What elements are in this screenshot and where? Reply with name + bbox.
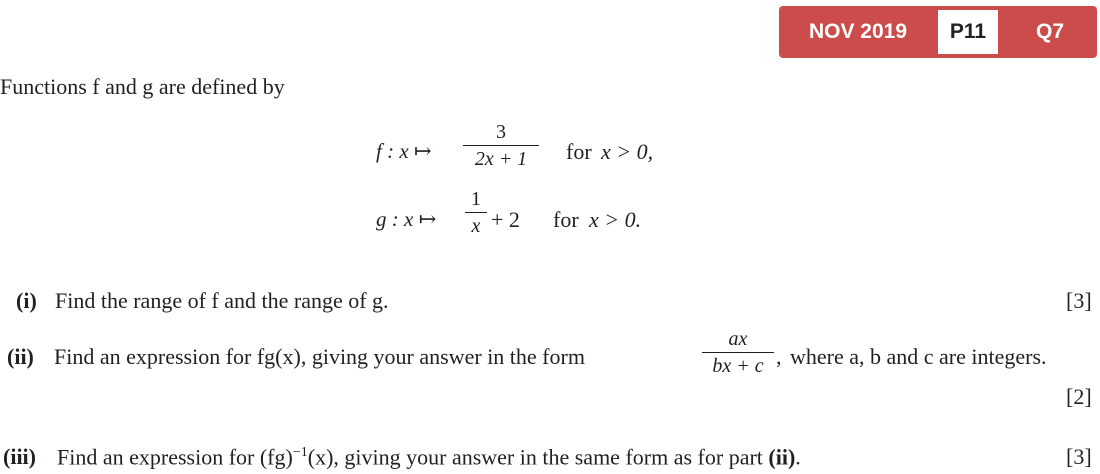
part-iii-label: (iii)	[3, 444, 36, 469]
badge-paper: P11	[938, 10, 998, 54]
intro-text: Functions f and g are defined by	[0, 74, 285, 99]
part-iii-text-end: .	[795, 444, 801, 470]
f-lhs: f : x ↦	[376, 139, 432, 163]
part-iii-text-before: Find an expression for (fg)	[57, 444, 293, 470]
part-ii-marks: [2]	[1066, 384, 1092, 409]
part-iii-marks: [3]	[1066, 444, 1092, 469]
part-ii-denominator: bx + c	[712, 355, 764, 377]
part-iii-text-mid: (x), giving your answer in the same form as for part	[307, 444, 763, 470]
g-fraction	[465, 189, 487, 236]
g-domain-word: for	[553, 207, 579, 232]
part-ii-label: (ii)	[7, 344, 34, 369]
g-domain-condition: x > 0.	[589, 207, 642, 232]
question-badge	[779, 6, 1097, 58]
f-domain-condition: x > 0,	[601, 139, 654, 164]
part-ii-comma: ,	[776, 344, 782, 369]
part-iii-reference: (ii)	[768, 444, 796, 470]
f-denominator: 2x + 1	[474, 148, 528, 170]
part-ii-text-before: Find an expression for fg(x), giving your answer in the form	[54, 344, 585, 369]
f-fraction-bar	[463, 145, 539, 146]
badge-question: Q7	[1035, 20, 1064, 43]
f-fraction	[463, 122, 539, 169]
part-iii-superscript: −1	[292, 445, 308, 460]
part-i-marks: [3]	[1066, 288, 1092, 313]
part-ii-text-after: where a, b and c are integers.	[790, 344, 1047, 369]
part-ii-fraction	[702, 329, 774, 376]
g-denominator: x	[471, 215, 481, 237]
badge-session: NOV 2019	[808, 20, 908, 43]
part-ii-numerator: ax	[728, 328, 748, 350]
g-fraction-bar	[465, 212, 487, 213]
f-domain-word: for	[566, 139, 592, 164]
g-numerator: 1	[471, 188, 481, 210]
part-i-text: Find the range of f and the range of g.	[55, 288, 389, 313]
g-lhs: g : x ↦	[376, 207, 437, 231]
part-iii-sentence	[57, 446, 801, 468]
part-ii-fraction-bar	[702, 352, 774, 353]
part-i-label: (i)	[16, 288, 37, 313]
g-tail: + 2	[491, 207, 520, 232]
f-numerator: 3	[496, 121, 506, 143]
